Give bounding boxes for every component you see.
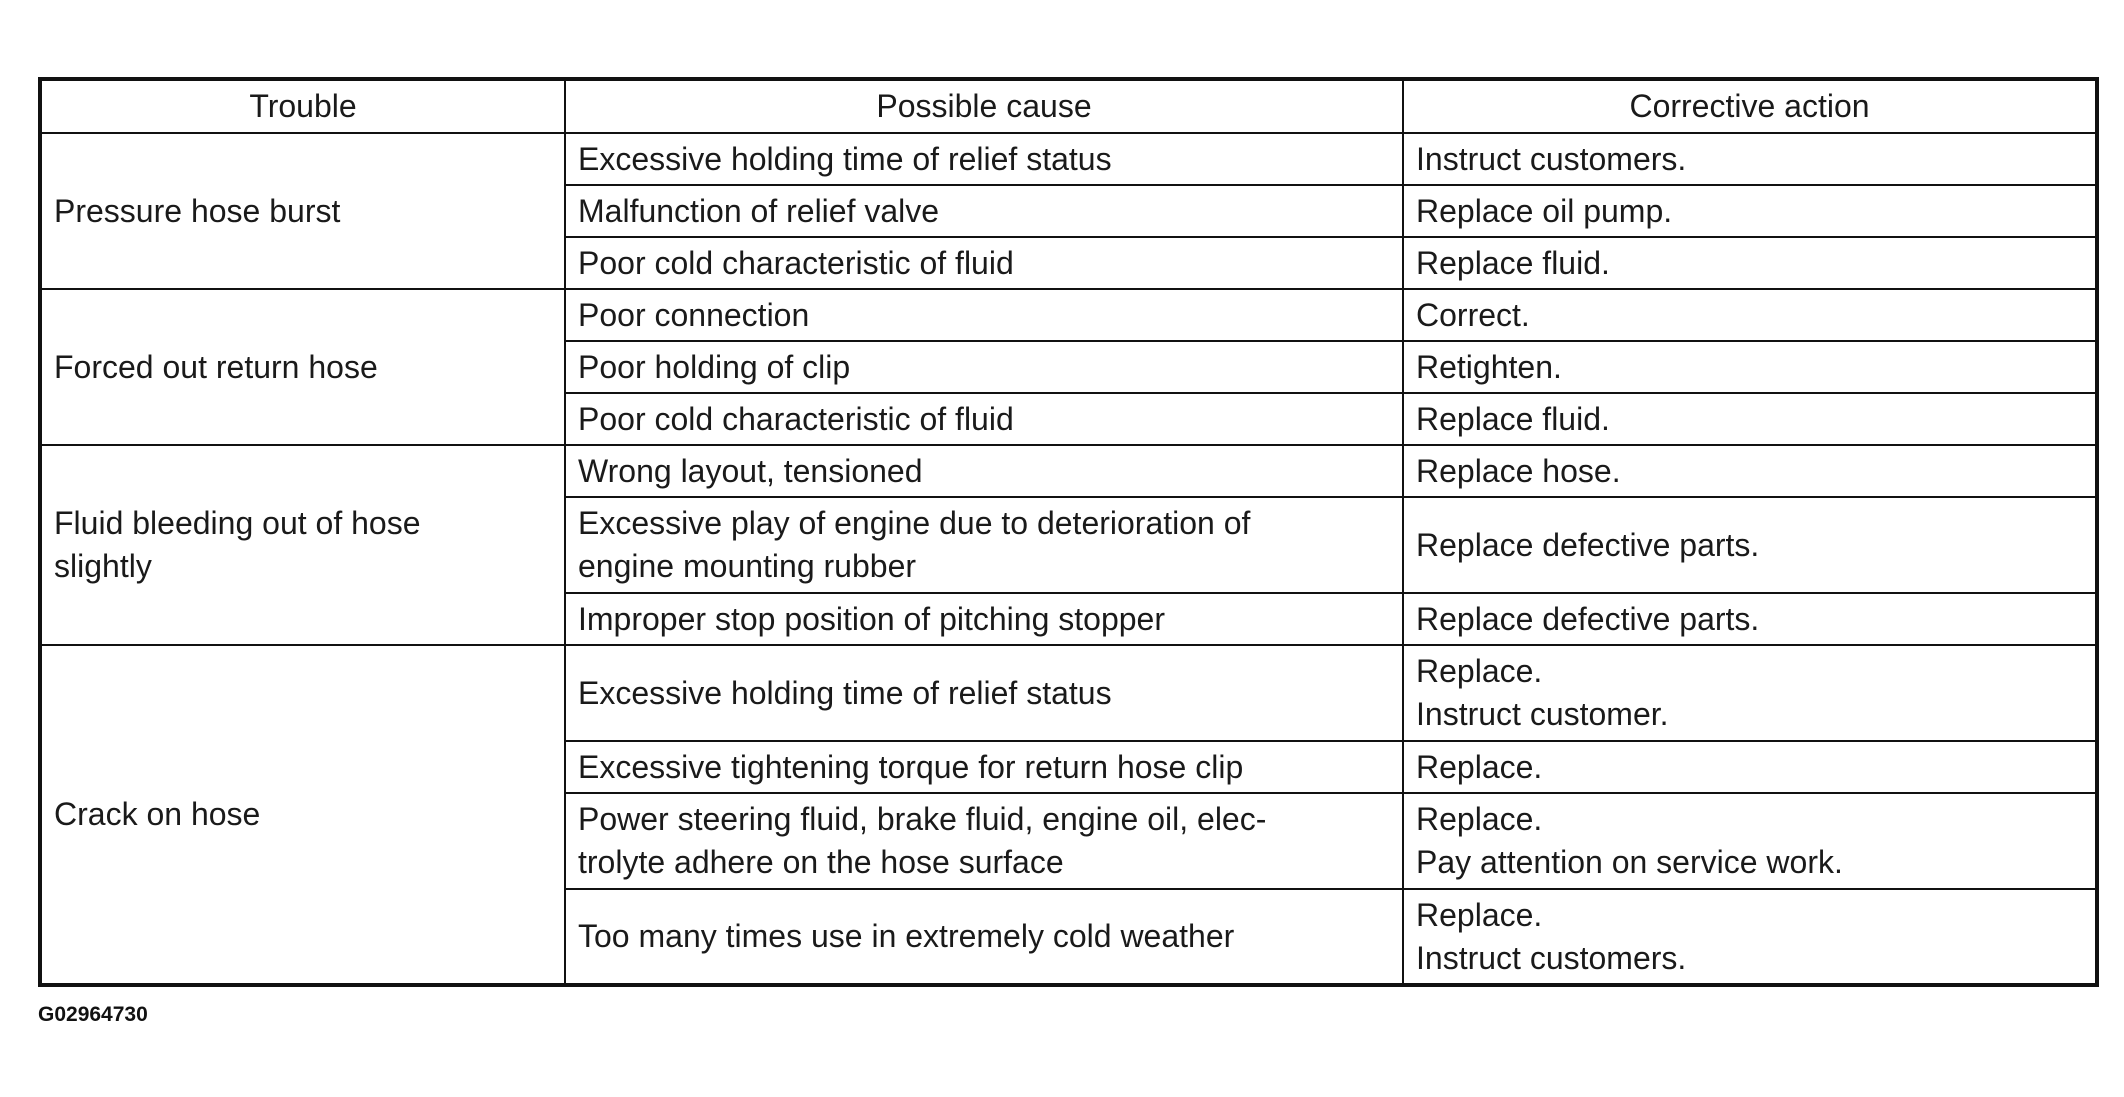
action-cell: Replace fluid. [1403,237,2097,289]
cause-cell: Excessive holding time of relief status [565,645,1403,741]
figure-code: G02964730 [38,1003,148,1026]
action-cell: Replace defective parts. [1403,593,2097,645]
table-row [40,133,2097,185]
cause-cell: Excessive tightening torque for return hose clip [565,741,1403,793]
action-cell: Replace. [1403,741,2097,793]
header-corrective-action: Corrective action [1403,79,2097,133]
cause-cell: Excessive holding time of relief status [565,133,1403,185]
cause-cell: Too many times use in extremely cold weather [565,889,1403,985]
cause-cell: Malfunction of relief valve [565,185,1403,237]
trouble-cell: Fluid bleeding out of hose slightly [40,445,565,645]
trouble-cell: Pressure hose burst [40,133,565,289]
table-row [40,445,2097,497]
header-possible-cause: Possible cause [565,79,1403,133]
cause-cell: Excessive play of engine due to deterioration of engine mounting rubber [565,497,1403,593]
cause-cell: Power steering fluid, brake fluid, engine oil, elec- trolyte adhere on the hose surface [565,793,1403,889]
header-row [40,79,2097,133]
trouble-cell: Crack on hose [40,645,565,985]
troubleshooting-table [38,77,2099,987]
table-row [40,645,2097,741]
action-cell: Replace. Instruct customers. [1403,889,2097,985]
cause-cell: Poor holding of clip [565,341,1403,393]
header-trouble: Trouble [40,79,565,133]
action-cell: Replace. Instruct customer. [1403,645,2097,741]
cause-cell: Poor connection [565,289,1403,341]
action-cell: Instruct customers. [1403,133,2097,185]
action-cell: Replace. Pay attention on service work. [1403,793,2097,889]
cause-cell: Improper stop position of pitching stopper [565,593,1403,645]
cause-cell: Poor cold characteristic of fluid [565,237,1403,289]
action-cell: Retighten. [1403,341,2097,393]
cause-cell: Wrong layout, tensioned [565,445,1403,497]
trouble-cell: Forced out return hose [40,289,565,445]
action-cell: Replace defective parts. [1403,497,2097,593]
action-cell: Replace fluid. [1403,393,2097,445]
action-cell: Replace oil pump. [1403,185,2097,237]
action-cell: Correct. [1403,289,2097,341]
cause-cell: Poor cold characteristic of fluid [565,393,1403,445]
action-cell: Replace hose. [1403,445,2097,497]
table-row [40,289,2097,341]
